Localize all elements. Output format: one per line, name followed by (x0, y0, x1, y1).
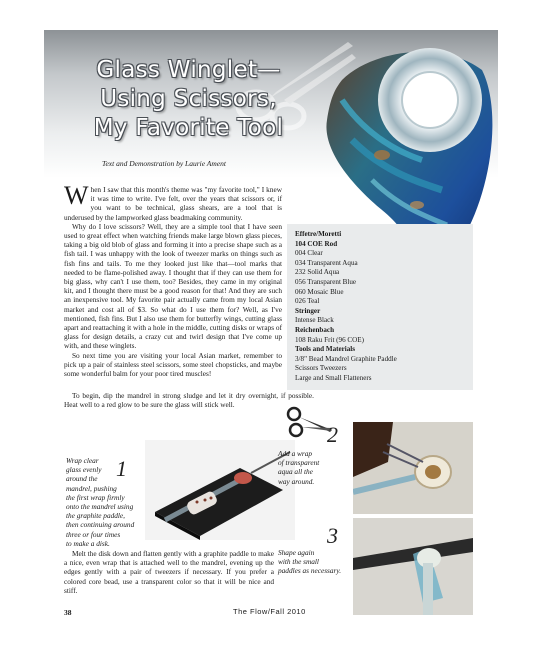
byline: Text and Demonstration by Laurie Ament (102, 159, 226, 168)
materials-item: Tools and Materials (295, 345, 356, 354)
caption-line: three or four times (66, 529, 121, 539)
caption-line: Add a wrap (278, 449, 313, 458)
caption-line: mandrel, pushing (66, 483, 117, 493)
caption-line: the graphite paddle, (66, 511, 125, 521)
materials-item: 026 Teal (295, 297, 320, 306)
caption-line: of transparent (278, 458, 320, 468)
caption-line: to make a disk. (66, 538, 110, 548)
materials-item: Effetre/Moretti (295, 230, 342, 238)
step-3-photo (353, 518, 473, 615)
paragraph-2: Why do I love scissors? Well, they are a simple tool that I have seen used to great effect when watching friends make large blown glass pieces, taking a big old blob of glass and forming it into a precise shape such as a fish tail. I was unhappy with the look of tweezer marks on things such as fish fins and tails. To me they looked just like that—tool marks that needed to be flame-polished away. I thought that if they can use them for big glass, why can't I use them, too? Besides, they came in my original kit, and I thought there must be a good reason for that! And they are such an inexpensive tool. My favorite pair actually came from my local Asian market and cost all of $3. So what do I use them for? Well, as I've mentioned, fish fins. But I also use them for butterfly wings, cutting glass apart and reattaching it with a hole in the middle, cutting disks or wraps of glass for design details, a crazy cut and twirl design that I've come up with, and these winglets. (64, 221, 282, 351)
materials-item: 034 Transparent Aqua (295, 258, 358, 267)
materials-item: Scissors Tweezers (295, 364, 347, 373)
drop-cap: W (64, 181, 89, 210)
materials-item: 004 Clear (295, 249, 323, 258)
step-2-number: 2 (327, 422, 338, 447)
caption-line: paddles as necessary. (278, 566, 342, 576)
caption-line: onto the mandrel using (66, 502, 134, 512)
materials-item: Stringer (295, 306, 321, 315)
caption-line: then continuing around (66, 520, 135, 530)
paragraph-3: So next time you are visiting your local Asian market, remember to pick up a pair of stainless steel scissors, some steel chopsticks, and maybe some wonderful balm for your poor tired muscles! (64, 350, 282, 379)
article-title (66, 56, 311, 143)
step-2-caption (278, 449, 348, 486)
caption-line: Shape again (278, 548, 315, 557)
materials-item: 232 Solid Aqua (295, 268, 340, 277)
materials-item: 056 Transparent Blue (295, 277, 357, 286)
publication-footer: The Flow/Fall 2010 (233, 607, 306, 616)
page-number: 38 (64, 608, 72, 617)
step-1-number: 1 (116, 456, 127, 481)
title-line-1: Glass Winglet— (96, 57, 281, 83)
materials-item: Large and Small Flatteners (295, 373, 372, 382)
step-3-caption (278, 548, 354, 576)
caption-line: with the small (278, 557, 319, 567)
materials-list (287, 224, 473, 390)
materials-item: 060 Mosaic Blue (295, 287, 344, 296)
paragraph-4: To begin, dip the mandrel in strong sludge and let it dry overnight, if possible. Heat well to a red glow to be sure the glass will stick well. (64, 391, 314, 410)
title-line-2: Using Scissors, (100, 86, 277, 112)
paragraph-1 (64, 181, 282, 222)
materials-item: Intense Black (295, 316, 334, 325)
step-3-number: 3 (327, 523, 338, 548)
caption-line: aqua all the (278, 467, 313, 477)
caption-line: way around. (278, 476, 315, 486)
caption-line: the first wrap firmly (66, 492, 125, 502)
paragraph-1-text: hen I saw that this month's theme was "my favorite tool," I knew it was time to write. I've felt, over the years that scissors or, if you want to be technical, glass shears, are a tool that is underused by the lampworked glass beadmaking community. (64, 185, 282, 222)
step-1-caption (66, 456, 146, 548)
caption-line: Wrap clear (66, 456, 99, 465)
tweezers-wrap-image (353, 422, 473, 514)
paddle-and-mandrel-image (145, 440, 295, 540)
bottom-paragraph: Melt the disk down and flatten gently with a graphite paddle to make a nice, even wrap that is attached well to the mandrel, evening up the edges gently with a pair of tweezers if necessary. If you prefer a colored core bead, use a transparent color so that it will be nice and stiff. (64, 549, 274, 595)
article-body (64, 181, 282, 379)
title-line-3: My Favorite Tool (93, 115, 284, 141)
materials-item: 108 Raku Frit (96 COE) (295, 335, 364, 344)
step-2-photo (353, 422, 473, 514)
shaping-paddle-image (353, 518, 473, 615)
step-1-photo (145, 440, 295, 540)
materials-item: Reichenbach (295, 325, 335, 334)
materials-item: 104 COE Rod (295, 239, 338, 248)
caption-line: glass evenly (66, 465, 102, 475)
materials-item: 3/8" Bead Mandrel Graphite Paddle (295, 354, 397, 363)
caption-line: around the (66, 474, 98, 484)
